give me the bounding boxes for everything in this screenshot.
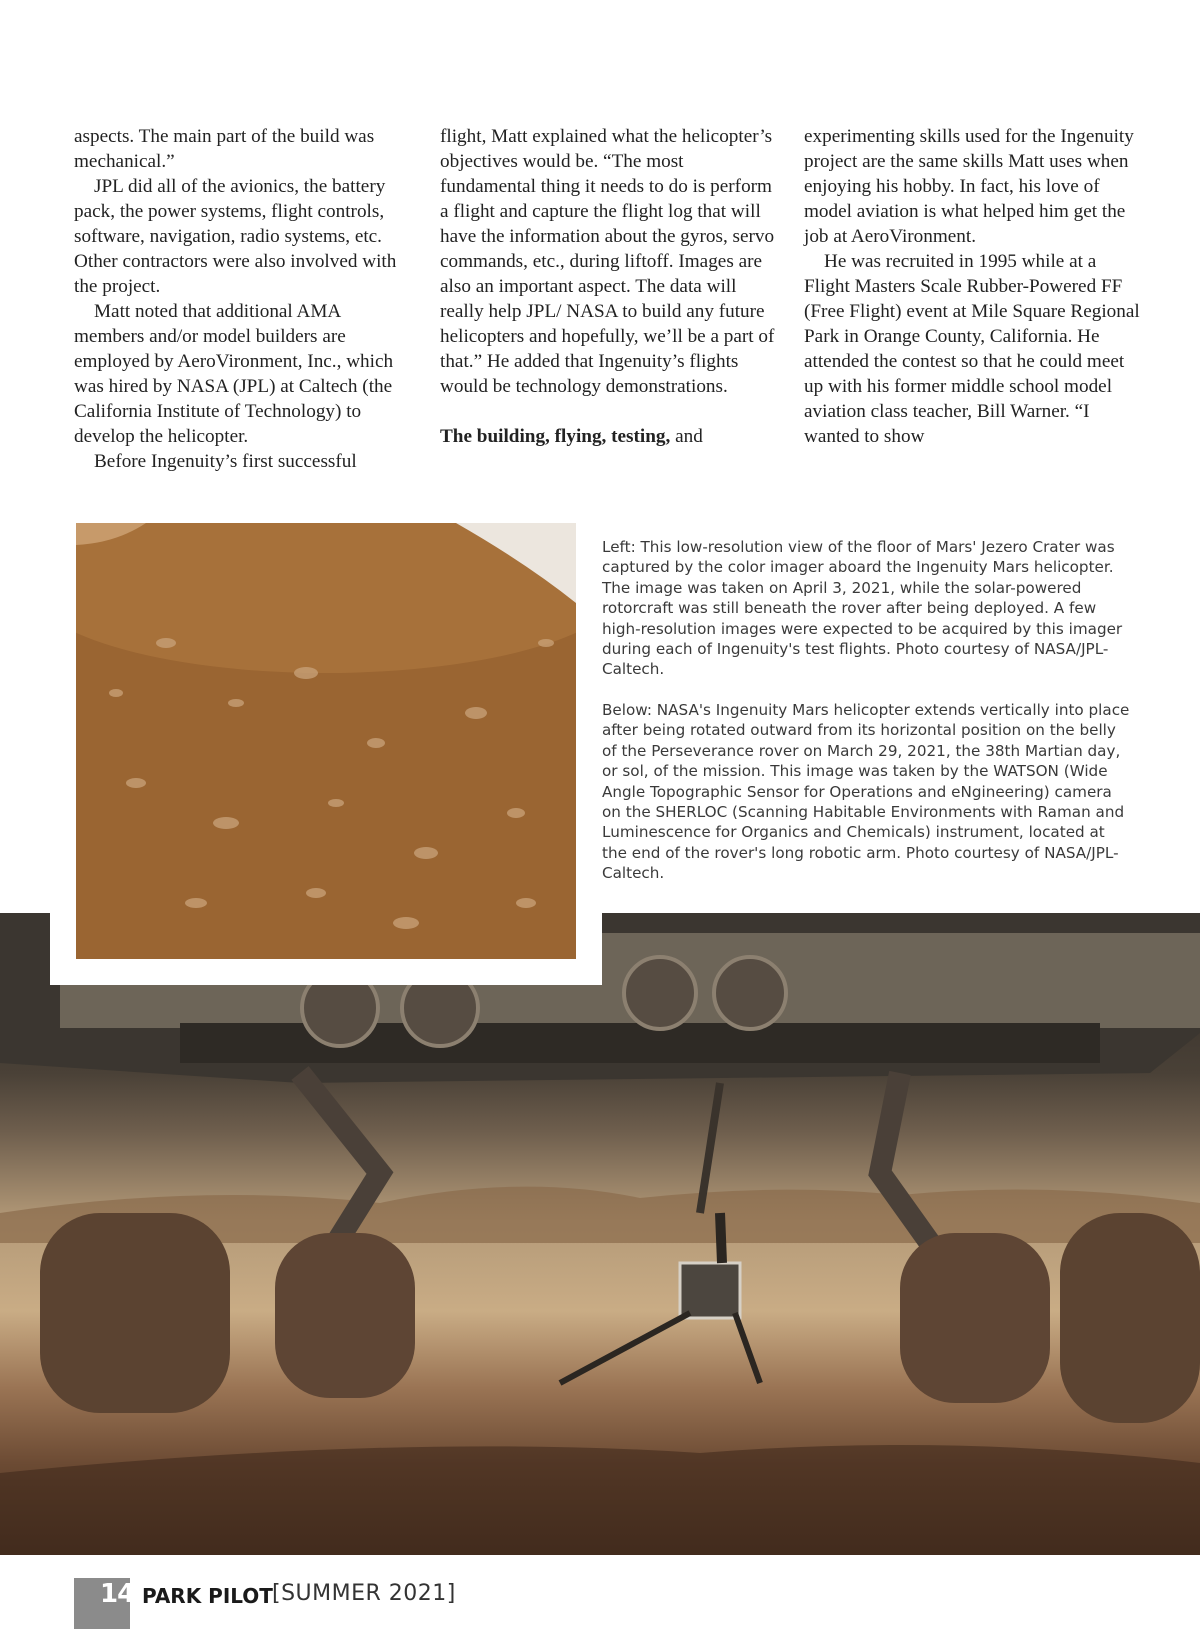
section-lead-in: The building, flying, testing, <box>440 426 671 447</box>
jezero-crater-photo <box>76 523 576 959</box>
rover-helicopter-photo <box>0 913 1200 1555</box>
paragraph: aspects. The main part of the build was mechanical.” <box>74 126 375 172</box>
photo-caption-left <box>602 537 1132 680</box>
caption-text: Below: NASA's Ingenuity Mars helicopter extends vertically into place after being rotated outward from its horizontal position on the belly of the Perseverance rover on March 29, 2021, the 38th Martian day, or sol, of the mission. This image was taken by the WATSON (Wide Angle Topographic Sensor for Operations and eNgineering) camera on the SHERLOC (Scanning Habitable Environments with Raman and Luminescence for Organics and Chemicals) instrument, located at the end of the rover's long robotic arm. Photo courtesy of NASA/JPL-Caltech. <box>602 701 1130 883</box>
lead-in-continuation: and <box>670 426 703 447</box>
paragraph: Before Ingenuity’s first successful <box>94 451 357 472</box>
photo-caption-below <box>602 700 1132 884</box>
article-column-1 <box>74 124 414 474</box>
crater-floor-illustration <box>76 523 576 959</box>
paragraph: JPL did all of the avionics, the battery pack, the power systems, flight controls, software, navigation, radio systems, etc. Other contractors were also involved with the project. <box>74 176 397 297</box>
paragraph: He was recruited in 1995 while at a Flight Masters Scale Rubber-Powered FF (Free Flight) event at Mile Square Regional Park in Orange County, California. He attended the contest so that he could meet up with his former middle school model aviation class teacher, Bill Warner. “I wanted to show <box>804 251 1140 447</box>
page-footer <box>0 1575 1200 1629</box>
article-column-3 <box>804 124 1144 449</box>
page-number: 14 <box>100 1579 135 1609</box>
article-column-2 <box>440 124 780 449</box>
paragraph: flight, Matt explained what the helicopter’s objectives would be. “The most fundamental thing it needs to do is perform a flight and capture the flight log that will have the information about the gyros, servo commands, etc., during liftoff. Images are also an important aspect. The data will really help JPL/ NASA to build any future helicopters and hopefully, we’ll be a part of that.” He added that Ingenuity’s flights would be technology demonstrations. <box>440 126 775 397</box>
issue-label: [SUMMER 2021] <box>272 1581 456 1606</box>
magazine-name: PARK PILOT <box>142 1584 273 1608</box>
paragraph: experimenting skills used for the Ingenuity project are the same skills Matt uses when enjoying his hobby. In fact, his love of model aviation is what helped him get the job at AeroVironment. <box>804 126 1134 247</box>
caption-text: Left: This low-resolution view of the floor of Mars' Jezero Crater was captured by the color imager aboard the Ingenuity Mars helicopter. The image was taken on April 3, 2021, while the solar-powered rotorcraft was still beneath the rover after being deployed. A few high-resolution images were expected to be acquired by this imager during each of Ingenuity's test flights. Photo courtesy of NASA/JPL-Caltech. <box>602 538 1123 679</box>
paragraph: Matt noted that additional AMA members and/or model builders are employed by AeroVironment, Inc., which was hired by NASA (JPL) at Caltech (the California Institute of Technology) to develop the helicopter. <box>74 301 394 447</box>
rover-photo-illustration <box>0 913 1200 1555</box>
subhead-paragraph <box>440 424 780 449</box>
